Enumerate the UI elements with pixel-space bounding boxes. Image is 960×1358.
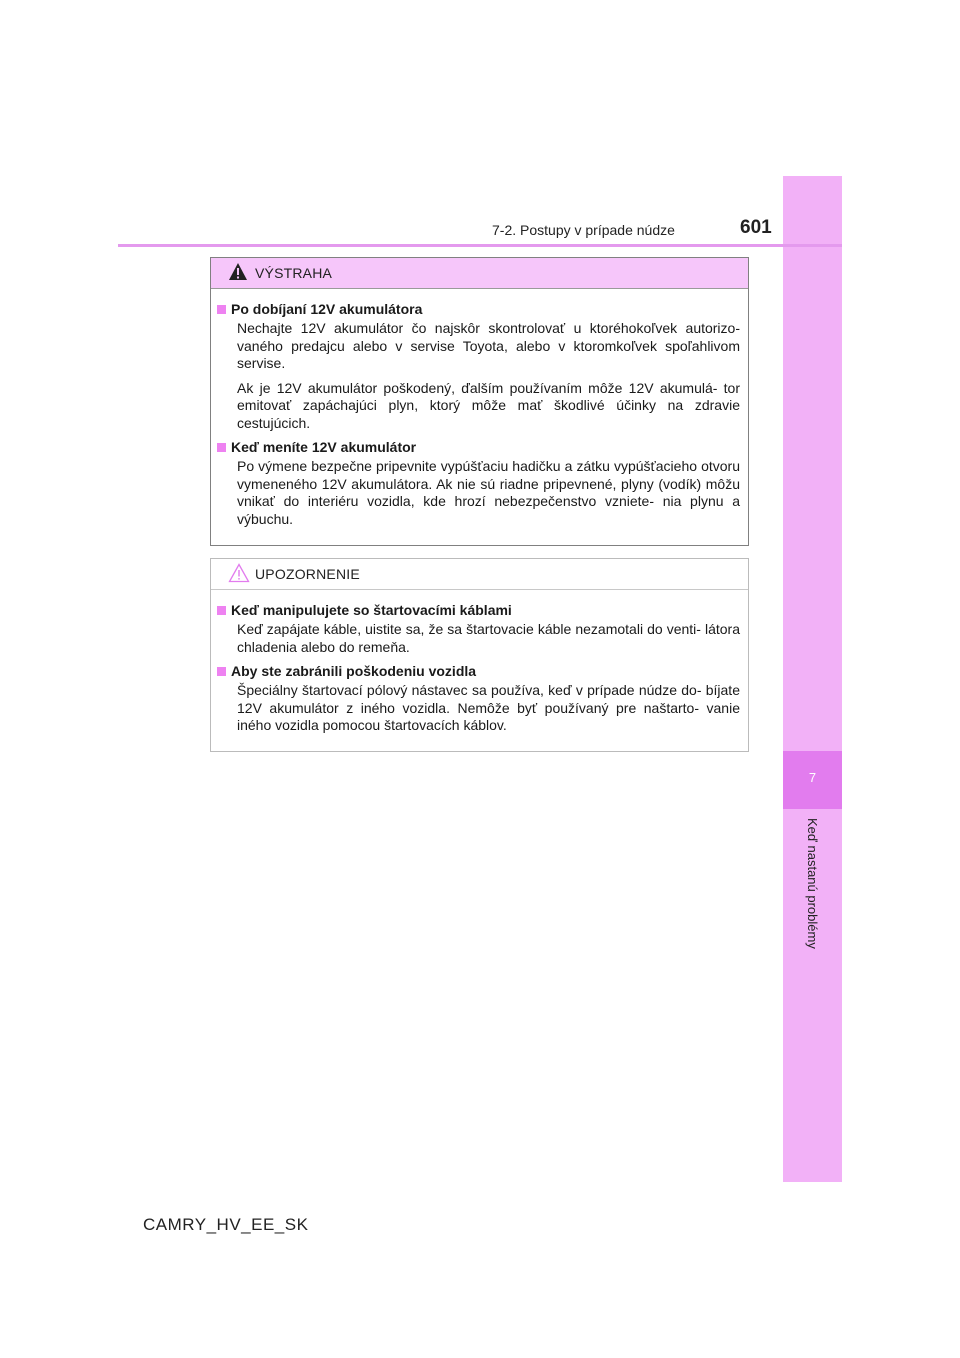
document-code: CAMRY_HV_EE_SK [143,1215,309,1234]
paragraph: Keď zapájate káble, uistite sa, že sa štartovacie káble nezamotali do venti- látora chladenia alebo do remeňa. [237,621,740,655]
paragraph: Špeciálny štartovací pólový nástavec sa používa, keď v prípade núdze do- bíjate 12V akumulátor z iného vozidla. Nemôže byť používaný pre naštarto- vanie iného vozidla pomocou štartovacích káblov. [237,682,740,733]
caution-header [211,559,748,590]
caution-title: UPOZORNENIE [255,566,360,582]
paragraph: Po výmene bezpečne pripevnite vypúšťaciu hadičku a zátku vypúšťacieho otvoru vymeneného 12V akumulátora. Ak nie sú riadne pripevnené, plyny (vodík) môžu vnikať do interiéru vozidla, kde hrozí nebezpečenstvo vzniete- nia plynu a výbuchu. [237,458,740,527]
bullet-square-icon [217,667,226,676]
warning-header [211,258,748,289]
section-title: 7-2. Postupy v prípade núdze [492,222,675,238]
warning-triangle-icon [228,262,248,281]
section-heading: Aby ste zabránili poškodeniu vozidla [217,663,740,679]
chapter-label: Keď nastanú problémy [805,818,820,949]
header-rule [118,244,842,247]
bullet-square-icon [217,443,226,452]
warning-box [210,257,749,546]
chapter-number: 7 [808,770,817,785]
page-number: 601 [740,217,772,238]
bullet-square-icon [217,305,226,314]
bullet-square-icon [217,606,226,615]
section-heading: Po dobíjaní 12V akumulátora [217,301,740,317]
paragraph: Nechajte 12V akumulátor čo najskôr skontrolovať u ktoréhokoľvek autorizo- vaného predajcu alebo v servise Toyota, alebo v ktoromkoľvek spoľahlivom servise. [237,320,740,371]
warning-title: VÝSTRAHA [255,265,333,281]
paragraph: Ak je 12V akumulátor poškodený, ďalším používaním môže 12V akumulá- tor emitovať zapáchajúci plyn, ktorý môže mať škodlivé účinky na zdravie cestujúcich. [237,379,740,431]
chapter-side-tab [783,176,842,1182]
caution-triangle-icon [228,563,250,583]
caution-box [210,558,749,752]
section-heading: Keď meníte 12V akumulátor [217,439,740,455]
section-heading: Keď manipulujete so štartovacími káblami [217,602,740,618]
